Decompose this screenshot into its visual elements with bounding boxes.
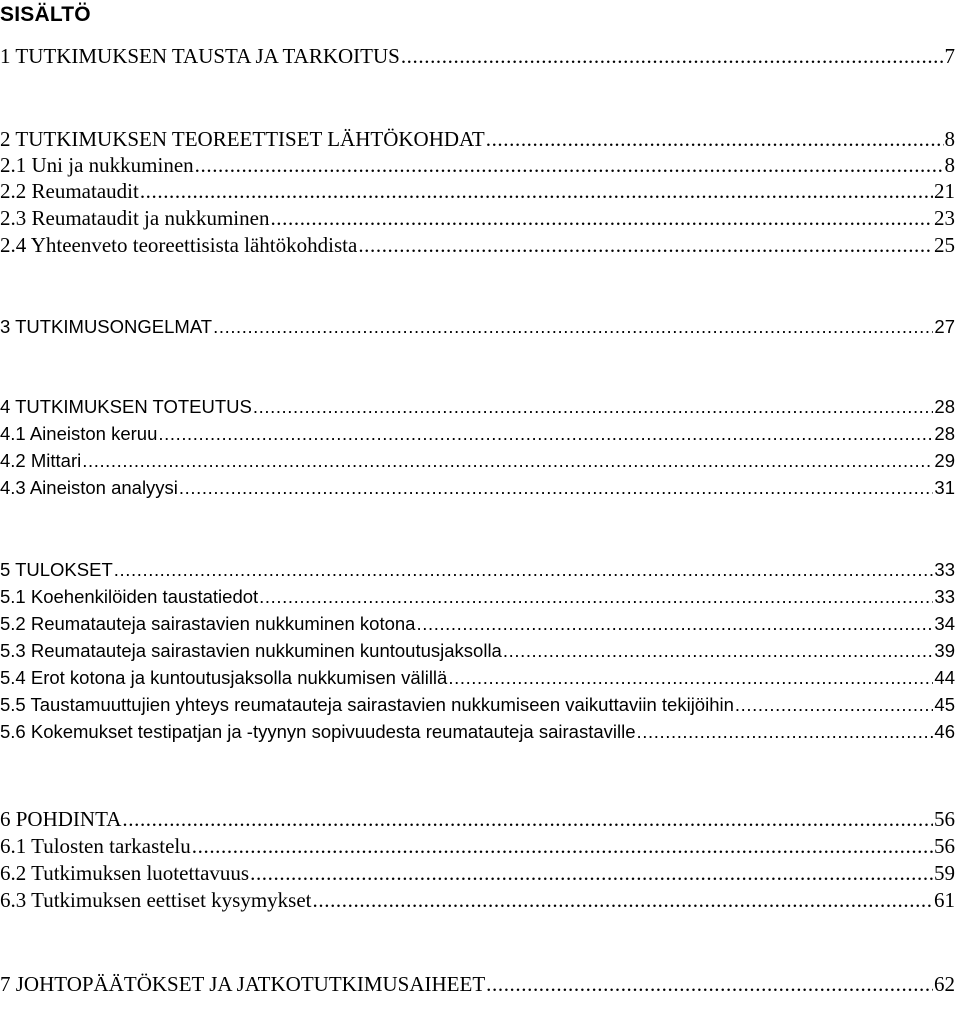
toc-entry-label: 5.1 Koehenkilöiden taustatiedot: [0, 586, 259, 607]
toc-entry: [0, 394, 955, 420]
toc-entry: [0, 860, 955, 886]
toc-dot-leader: [358, 232, 933, 258]
toc-entry-label: 2.2 Reumataudit: [0, 179, 139, 203]
toc-dot-leader: [179, 475, 934, 501]
toc-dot-leader: [82, 448, 933, 474]
toc-entry-label: 5.2 Reumatauteja sairastavien nukkuminen kotona: [0, 613, 416, 634]
toc-entry: [0, 126, 955, 152]
toc-entry-page-number: 8: [944, 127, 955, 151]
toc-entry-page-number: 44: [934, 667, 955, 688]
toc-entry: [0, 152, 955, 178]
toc-entry: [0, 584, 955, 610]
toc-entry-label: 4.1 Aineiston keruu: [0, 423, 158, 444]
toc-entry-page-number: 34: [934, 613, 955, 634]
toc-entry-page-number: 27: [934, 316, 955, 337]
toc-entry-page-number: 28: [934, 423, 955, 444]
toc-entry: [0, 692, 955, 718]
toc-entry: [0, 719, 955, 745]
toc-entry-label: 2.3 Reumataudit ja nukkuminen: [0, 206, 270, 230]
toc-entry-label: 5.3 Reumatauteja sairastavien nukkuminen kuntoutusjaksolla: [0, 640, 502, 661]
toc-entry: [0, 971, 955, 997]
toc-entry-label: 6.3 Tutkimuksen eettiset kysymykset: [0, 888, 312, 912]
toc-entry: [0, 178, 955, 204]
toc-entry: [0, 232, 955, 258]
toc-entry-page-number: 23: [934, 206, 955, 230]
toc-dot-leader: [158, 421, 933, 447]
toc-entry-page-number: 21: [934, 179, 955, 203]
toc-entry: [0, 638, 955, 664]
toc-entry-label: 3 TUTKIMUSONGELMAT: [0, 316, 213, 337]
toc-dot-leader: [503, 638, 934, 664]
toc-dot-leader: [735, 692, 934, 718]
toc-entry-label: 4 TUTKIMUKSEN TOTEUTUS: [0, 396, 252, 417]
toc-entry-page-number: 29: [934, 450, 955, 471]
toc-entry-label: 5.6 Kokemukset testipatjan ja -tyynyn sopivuudesta reumatauteja sairastaville: [0, 721, 636, 742]
toc-entry-page-number: 39: [934, 640, 955, 661]
toc-entry: [0, 475, 955, 501]
toc-dot-leader: [250, 860, 933, 886]
toc-dot-leader: [486, 971, 933, 997]
toc-dot-leader: [270, 205, 933, 231]
toc-entry-page-number: 8: [944, 153, 955, 177]
toc-entry: [0, 557, 955, 583]
toc-entry-label: 4.2 Mittari: [0, 450, 82, 471]
toc-entry-label: 6 POHDINTA: [0, 807, 122, 831]
toc-entry-label: 2.4 Yhteenveto teoreettisista lähtökohdista: [0, 233, 358, 257]
toc-dot-leader: [448, 665, 933, 691]
toc-dot-leader: [195, 152, 944, 178]
toc-entry: [0, 887, 955, 913]
toc-dot-leader: [140, 178, 933, 204]
toc-entry: [0, 806, 955, 832]
toc-entry-label: 1 TUTKIMUKSEN TAUSTA JA TARKOITUS: [0, 44, 400, 68]
toc-entry-page-number: 56: [934, 807, 955, 831]
toc-dot-leader: [213, 314, 933, 340]
toc-dot-leader: [637, 719, 934, 745]
toc-entry: [0, 205, 955, 231]
toc-dot-leader: [114, 557, 934, 583]
toc-entry: [0, 43, 955, 69]
toc-entry-page-number: 28: [934, 396, 955, 417]
toc-entry: [0, 421, 955, 447]
toc-entry: [0, 314, 955, 340]
toc-dot-leader: [253, 394, 934, 420]
toc-entry-page-number: 33: [934, 586, 955, 607]
toc-entry-page-number: 61: [934, 888, 955, 912]
page-title: SISÄLTÖ: [0, 3, 91, 26]
toc-dot-leader: [486, 126, 944, 152]
toc-entry-page-number: 62: [934, 972, 955, 996]
toc-dot-leader: [192, 833, 933, 859]
toc-entry-page-number: 31: [934, 477, 955, 498]
toc-entry-label: 4.3 Aineiston analyysi: [0, 477, 178, 498]
toc-dot-leader: [259, 584, 933, 610]
toc-entry-label: 5 TULOKSET: [0, 559, 113, 580]
toc-entry: [0, 611, 955, 637]
toc-entry-page-number: 7: [944, 44, 955, 68]
toc-entry-label: 2 TUTKIMUKSEN TEOREETTISET LÄHTÖKOHDAT: [0, 127, 485, 151]
toc-dot-leader: [122, 806, 933, 832]
toc-entry-page-number: 59: [934, 861, 955, 885]
toc-entry-label: 5.4 Erot kotona ja kuntoutusjaksolla nukkumisen välillä: [0, 667, 448, 688]
toc-dot-leader: [313, 887, 933, 913]
toc-dot-leader: [401, 43, 944, 69]
toc-entry-label: 6.2 Tutkimuksen luotettavuus: [0, 861, 250, 885]
toc-entry-page-number: 46: [934, 721, 955, 742]
toc-entry-page-number: 56: [934, 834, 955, 858]
toc-entry-page-number: 25: [934, 233, 955, 257]
toc-entry-label: 2.1 Uni ja nukkuminen: [0, 153, 194, 177]
toc-entry-page-number: 33: [934, 559, 955, 580]
toc-entry: [0, 833, 955, 859]
toc-entry-label: 7 JOHTOPÄÄTÖKSET JA JATKOTUTKIMUSAIHEET: [0, 972, 486, 996]
toc-entry-page-number: 45: [934, 694, 955, 715]
toc-entry-label: 5.5 Taustamuuttujien yhteys reumatauteja sairastavien nukkumiseen vaikuttaviin tekijöihin: [0, 694, 734, 715]
toc-dot-leader: [416, 611, 933, 637]
toc-entry: [0, 665, 955, 691]
toc-entry-label: 6.1 Tulosten tarkastelu: [0, 834, 191, 858]
toc-entry: [0, 448, 955, 474]
